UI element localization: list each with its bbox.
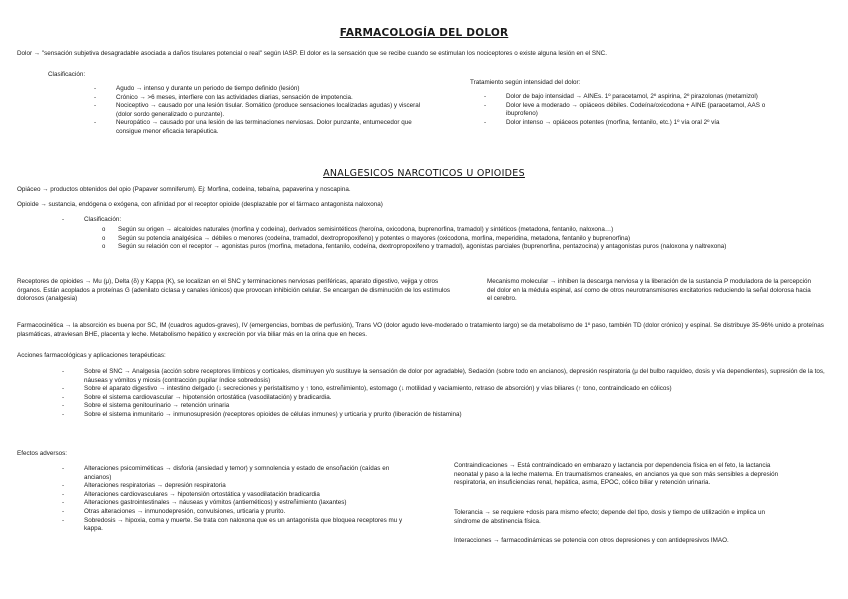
list-item: o Según su origen → alcaloides naturales (morfina y codeína), derivados semisintéticos (heroína, oxicodona, buprenorfina, tramadol) y sintéticos (metadona, fentanilo, naloxona…) xyxy=(100,226,815,235)
clasificacion-list xyxy=(94,85,422,137)
dolor-definition: Dolor → "sensación subjetiva desagradable asociada a daños tisulares potencial o real" según IASP. El dolor es la sensación que se recibe cuando se estimulan los nociceptores o existe alguna lesión en el SNC. xyxy=(17,50,607,57)
list-item: - Sobre el sistema cardiovascular → hipotensión ortostática (vasodilatación) y bradicardia. xyxy=(62,394,827,403)
interacciones-paragraph: Interacciones → farmacodinámicas se potencia con otros depresiones y con antidepresivos IMAO. xyxy=(454,537,729,544)
list-item: - Alteraciones cardiovasculares → hipotensión ortostática y vasodilatación bradicardia xyxy=(62,491,412,500)
list-item: - Sobre el sistema inmunitario → inmunosupresión (receptores opioides de células inmunes) y urticaria y prurito (liberación de histamina) xyxy=(62,411,827,420)
opioide-definition: Opioide → sustancia, endógena o exógena, con afinidad por el receptor opioide (desplazable por el fármaco antagonista naloxona) xyxy=(17,201,383,208)
list-item: o Según su potencia analgésica → débiles o menores (codeína, tramadol, dextropropoxifeno) y potentes o mayores (oxicodona, morfina, meperidina, metadona, fentanilo y buprenorfina) xyxy=(100,235,815,244)
clasificacion-label: Clasificación: xyxy=(48,71,86,78)
list-item: - Alteraciones respiratorias → depresión respiratoria xyxy=(62,482,412,491)
section-subtitle: ANALGESICOS NARCOTICOS U OPIOIDES xyxy=(323,168,525,179)
receptores-paragraph: Receptores de opioides → Mu (μ), Delta (δ) y Kappa (K), se localizan en el SNC y terminaciones nerviosas periféricas, aparato digestivo, vejiga y otros órganos. Están acoplados a proteínas G (adenilato ciclasa y canales iónicos) que provocan inhibición celular. Se encargan de disminución de los estímulos dolorosos (analgesia) xyxy=(17,278,450,303)
list-item: - Sobre el SNC → Analgesia (acción sobre receptores límbicos y corticales, disminuyen y/o sustituye la sensación de dolor por agradable), Sedación (sobre todo en ancianos), depresión respiratoria (μ del bulbo raquídeo, dosis y vía dependientes), supresión de la tos, náuseas y vómitos y miosis (contracción pupilar índice sobredosis) xyxy=(62,368,827,385)
list-item: - Neuropático → causado por una lesión de las terminaciones nerviosas. Dolor punzante, entumecedor que consigue menor eficacia terapéutica. xyxy=(94,119,422,136)
list-item: - Sobredosis → hipoxia, coma y muerte. Se trata con naloxona que es un antagonista que bloquea receptores mu y kappa. xyxy=(62,517,412,534)
page-title: FARMACOLOGÍA DEL DOLOR xyxy=(339,27,509,39)
list-item: o Según su relación con el receptor → agonistas puros (morfina, metadona, fentanilo, codeína, dextropropoxifeno y tramadol), agonistas parciales (buprenorfina, pentazocina) y antagonistas puros (naloxona y naltrexona) xyxy=(100,243,815,252)
efectos-label: Efectos adversos: xyxy=(17,450,68,457)
list-item: - Otras alteraciones → inmunodepresión, convulsiones, urticaria y prurito. xyxy=(62,508,412,517)
tratamiento-list xyxy=(484,93,784,127)
tolerancia-paragraph: Tolerancia → se requiere +dosis para mismo efecto; depende del tipo, dosis y tiempo de utilización e implica un síndrome de abstinencia física. xyxy=(454,509,765,525)
list-item: - Sobre el aparato digestivo → intestino delgado (↓ secreciones y peristaltismo y ↑ tono, estreñimiento), estomago (↓ motilidad y vaciamiento, retraso de absorción) y vías biliares (↑ tono, contraindicado en cólicos) xyxy=(62,385,827,394)
list-item: - Dolor intenso → opiáceos potentes (morfina, fentanilo, etc.) 1º vía oral 2º vía xyxy=(484,119,784,128)
list-item: - Agudo → intenso y durante un periodo de tiempo definido (lesión) xyxy=(94,85,422,94)
opiaceo-definition: Opiáceo → productos obtenidos del opio (Papaver somniferum). Ej: Morfina, codeína, tebaína, papaverina y noscapina. xyxy=(17,186,351,193)
list-item: - Alteraciones psicomiméticas → disforia (ansiedad y temor) y somnolencia y estado de ensoñación (caídas en ancianos) xyxy=(62,465,412,482)
list-item: - Dolor de bajo intensidad → AINEs. 1º paracetamol, 2º aspirina, 2º pirazolonas (metamizol) xyxy=(484,93,784,102)
opioide-clasificacion-label: - Clasificación: xyxy=(62,216,262,225)
opioide-clasificacion-head xyxy=(62,216,262,225)
list-item: - Dolor leve a moderado → opiáceos débiles. Codeína/oxicodona + AINE (paracetamol, AAS o ibuprofeno) xyxy=(484,102,784,119)
acciones-label: Acciones farmacológicas y aplicaciones terapéuticas: xyxy=(17,352,166,359)
list-item: - Sobre el sistema genitourinario → retención urinaria xyxy=(62,402,827,411)
list-item: - Alteraciones gastrointestinales → náuseas y vómitos (antieméticos) y estreñimiento (laxantes) xyxy=(62,499,412,508)
mecanismo-paragraph: Mecanismo molecular → inhiben la descarga nerviosa y la liberación de la sustancia P moduladora de la percepción del dolor en la médula espinal, así como de otros neurotransmisores excitatorios reduciendo la señal dolorosa hacia el cerebro. xyxy=(487,278,812,303)
acciones-list xyxy=(62,368,827,420)
list-item: - Crónico → >6 meses, interfiere con las actividades diarias, sensación de impotencia. xyxy=(94,94,422,103)
contraindicaciones-paragraph: Contraindicaciones → Está contraindicado en embarazo y lactancia por dependencia física en el feto, la lactancia neonatal y paso a la leche materna. En traumatismos craneales, en ancianos ya que son más sensibles a depresión respiratoria, en insuficiencias renal, hepática, asma, EPOC, cólico biliar y retención urinaria. xyxy=(454,462,779,487)
tratamiento-label: Tratamiento según intensidad del dolor: xyxy=(470,79,581,86)
list-item: - Nociceptivo → causado por una lesión tisular. Somático (produce sensaciones localizadas agudas) y visceral (dolor sordo generalizado o punzante). xyxy=(94,102,422,119)
opioide-clasificacion-list xyxy=(100,226,815,252)
farmacocinetica-paragraph: Farmacocinética → la absorción es buena por SC, IM (cuadros agudos-graves), IV (emergencias, bombas de perfusión), Trans VO (dolor agudo leve-moderado o tratamiento largo) se da metabolismo de 1º paso, también TD (dolor crónico) y espinal. Se distribuye 35-96% unido a proteínas plasmáticas, atraviesan BHE, placenta y leche. Metabolismo hepático y excreción por vía biliar más en la orina que en heces. xyxy=(17,322,824,338)
efectos-list xyxy=(62,465,412,534)
